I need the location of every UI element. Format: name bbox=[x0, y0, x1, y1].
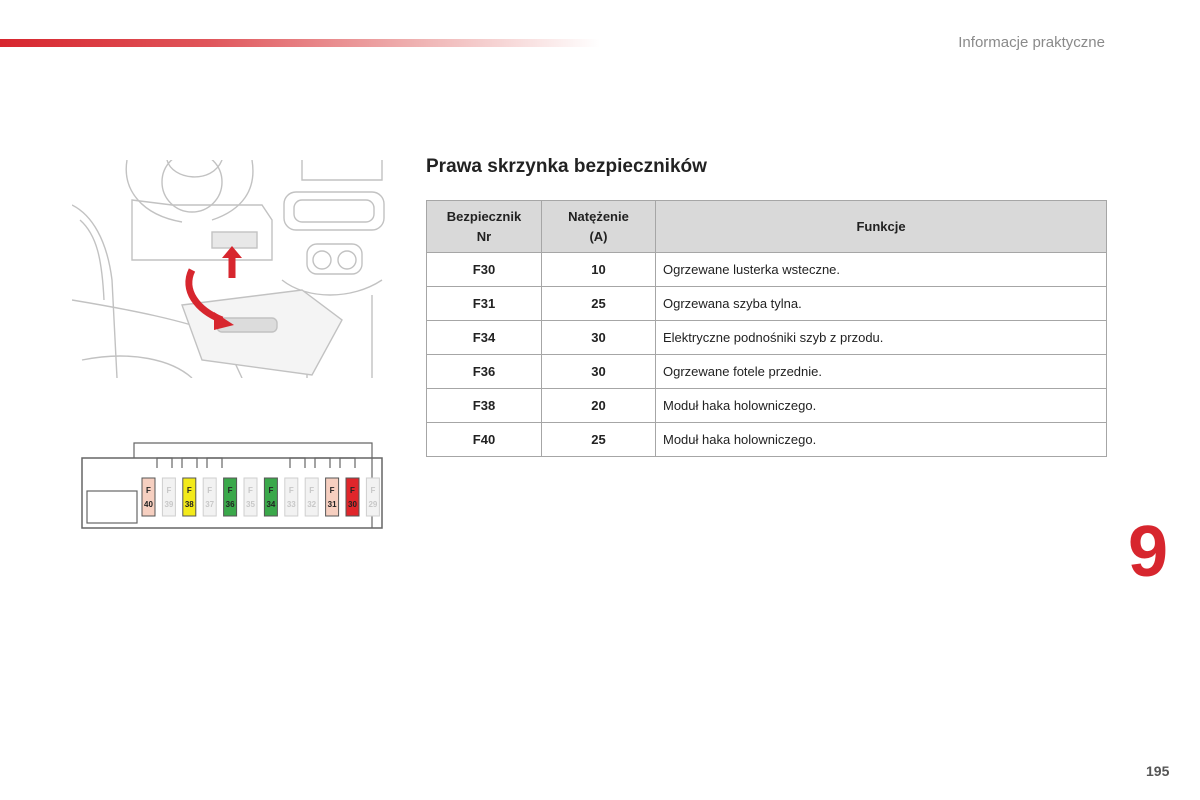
fuse-number: F30 bbox=[427, 253, 542, 287]
table-row bbox=[427, 389, 1107, 423]
dashboard-illustration bbox=[72, 160, 397, 378]
fuse-letter: F bbox=[186, 486, 192, 495]
fuse-slot-35 bbox=[244, 478, 257, 516]
fuse-letter: F bbox=[370, 486, 376, 495]
table-row bbox=[427, 253, 1107, 287]
fuse-letter: F bbox=[350, 486, 355, 495]
header-amp-line1: Natężenie bbox=[568, 208, 629, 224]
fuse-letter: F bbox=[309, 486, 315, 495]
fuse-slot-38 bbox=[183, 478, 196, 516]
fuse-number-label: 37 bbox=[205, 500, 215, 509]
page-number: 195 bbox=[1146, 763, 1170, 779]
fuse-slot-34 bbox=[264, 478, 277, 516]
fuse-letter: F bbox=[227, 486, 233, 495]
fuse-number: F38 bbox=[427, 389, 542, 423]
fuse-slot-31 bbox=[326, 478, 339, 516]
amperage: 30 bbox=[542, 355, 656, 389]
table-row bbox=[427, 355, 1107, 389]
function: Moduł haka holowniczego. bbox=[656, 423, 1107, 457]
fuse-number: F31 bbox=[427, 287, 542, 321]
header-fuse-line1: Bezpiecznik bbox=[446, 208, 522, 224]
fuse-letter: F bbox=[207, 486, 213, 495]
fuse-number-label: 36 bbox=[225, 500, 235, 509]
table-row bbox=[427, 423, 1107, 457]
fuse-table bbox=[426, 200, 1107, 457]
header-amp-line2: (A) bbox=[589, 228, 608, 244]
fuse-number: F34 bbox=[427, 321, 542, 355]
fuse-number-label: 31 bbox=[327, 500, 337, 509]
fuse-number-label: 34 bbox=[266, 500, 276, 509]
table-row bbox=[427, 321, 1107, 355]
fuse-letter: F bbox=[329, 486, 335, 495]
fuse-letter: F bbox=[288, 486, 294, 495]
fuse-letter: F bbox=[166, 486, 172, 495]
fuse-slot-32 bbox=[305, 478, 318, 516]
header-fuse-number bbox=[427, 201, 542, 253]
table-header-row bbox=[427, 201, 1107, 253]
chapter-number: 9 bbox=[1128, 512, 1169, 592]
fuse-letter: F bbox=[146, 486, 151, 495]
header-fuse-line2: Nr bbox=[476, 228, 492, 244]
function: Elektryczne podnośniki szyb z przodu. bbox=[656, 321, 1107, 355]
function: Ogrzewane lusterka wsteczne. bbox=[656, 253, 1107, 287]
fuse-box-diagram bbox=[72, 403, 397, 578]
fuse-letter: F bbox=[268, 486, 274, 495]
fuse-slot-36 bbox=[224, 478, 237, 516]
fuse-number: F40 bbox=[427, 423, 542, 457]
amperage: 25 bbox=[542, 287, 656, 321]
amperage: 10 bbox=[542, 253, 656, 287]
fuse-number-label: 32 bbox=[307, 500, 317, 509]
fuse-number-label: 33 bbox=[286, 500, 296, 509]
table-row bbox=[427, 287, 1107, 321]
function: Ogrzewana szyba tylna. bbox=[656, 287, 1107, 321]
fuse-number: F36 bbox=[427, 355, 542, 389]
fuse-slot-29 bbox=[366, 478, 379, 516]
amperage: 20 bbox=[542, 389, 656, 423]
amperage: 25 bbox=[542, 423, 656, 457]
function: Ogrzewane fotele przednie. bbox=[656, 355, 1107, 389]
header-function: Funkcje bbox=[656, 201, 1107, 253]
amperage: 30 bbox=[542, 321, 656, 355]
fuse-slot-40 bbox=[142, 478, 155, 516]
fuse-number-label: 38 bbox=[184, 500, 194, 509]
header-amperage bbox=[542, 201, 656, 253]
header-accent-bar bbox=[0, 39, 600, 47]
page-title: Prawa skrzynka bezpieczników bbox=[426, 156, 707, 177]
fuse-slot-37 bbox=[203, 478, 216, 516]
function: Moduł haka holowniczego. bbox=[656, 389, 1107, 423]
section-title: Informacje praktyczne bbox=[958, 34, 1105, 51]
fuse-slot-30 bbox=[346, 478, 359, 516]
fuse-number-label: 30 bbox=[348, 500, 357, 509]
fuse-slot-39 bbox=[162, 478, 175, 516]
fuse-number-label: 29 bbox=[368, 500, 378, 509]
fuse-letter: F bbox=[248, 486, 253, 495]
fuse-number-label: 39 bbox=[164, 500, 174, 509]
fuse-number-label: 35 bbox=[246, 500, 255, 509]
fuse-slot-33 bbox=[285, 478, 298, 516]
fuse-number-label: 40 bbox=[144, 500, 153, 509]
